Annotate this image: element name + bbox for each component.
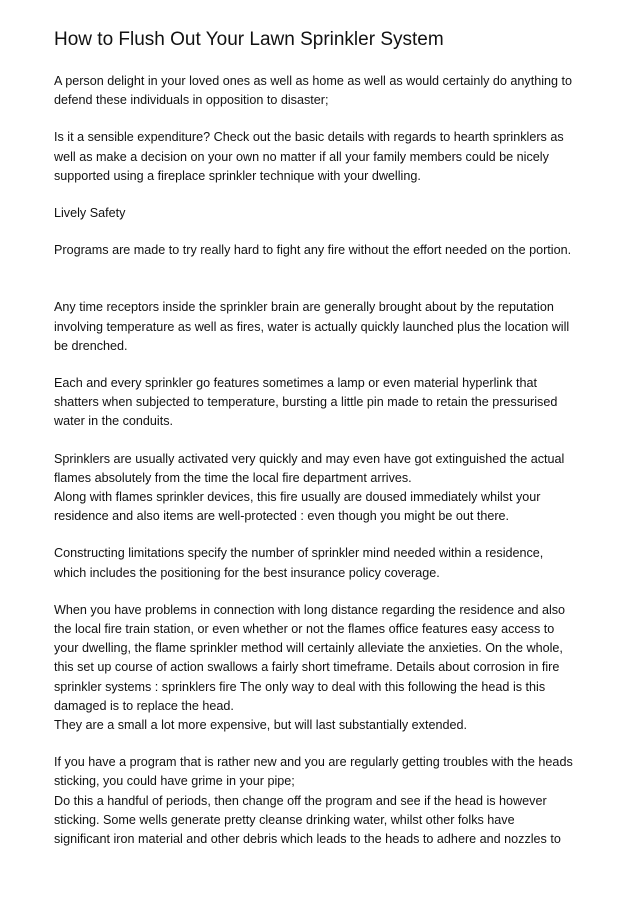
text-line: sprinkler systems : sprinklers fire The only way to deal with this following the head is this xyxy=(54,679,546,694)
text-line: significant iron material and other debris which leads to the heads to adhere and nozzles to xyxy=(54,832,561,847)
text-line: Each and every sprinkler go features sometimes a lamp or even material hyperlink that xyxy=(54,376,537,391)
text-line: shatters when subjected to temperature, bursting a little pin made to retain the pressurised xyxy=(54,395,558,410)
text-line: well as make a decision on your own no matter if all your family members could be nicely xyxy=(54,149,549,164)
paragraph xyxy=(54,241,594,260)
paragraph xyxy=(54,128,594,186)
text-line: your dwelling, the flame sprinkler method will certainly alleviate the anxieties. On the whole, xyxy=(54,641,563,656)
text-line: flames absolutely from the time the local fire department arrives. xyxy=(54,470,412,485)
text-line: the local fire train station, or even whether or not the flames office features easy access to xyxy=(54,622,555,637)
text-line: supported using a fireplace sprinkler technique with your dwelling. xyxy=(54,168,421,183)
page-title: How to Flush Out Your Lawn Sprinkler System xyxy=(54,29,444,50)
text-line: Along with flames sprinkler devices, this fire usually are doused immediately whilst your xyxy=(54,490,541,505)
text-line: water in the conduits. xyxy=(54,414,174,429)
text-line: residence and also items are well-protected : even though you might be out there. xyxy=(54,509,510,524)
text-line: Do this a handful of periods, then change off the program and see if the head is however xyxy=(54,793,547,808)
text-line: sticking. Some wells generate pretty cleanse drinking water, whilst other folks have xyxy=(54,812,515,827)
paragraph xyxy=(54,601,594,735)
text-line: defend these individuals in opposition to disaster; xyxy=(54,93,329,108)
text-line: sticking, you could have grime in your pipe; xyxy=(54,774,295,789)
paragraph xyxy=(54,298,594,356)
text-line: Programs are made to try really hard to fight any fire without the effort needed on the portion. xyxy=(54,243,572,258)
text-line: involving temperature as well as fires, water is actually quickly launched plus the location will xyxy=(54,319,570,334)
text-line: damaged is to replace the head. xyxy=(54,698,234,713)
text-line: Any time receptors inside the sprinkler brain are generally brought about by the reputation xyxy=(54,300,554,315)
paragraph xyxy=(54,72,594,110)
text-line: Lively Safety xyxy=(54,206,126,221)
paragraph xyxy=(54,374,594,432)
text-line: If you have a program that is rather new and you are regularly getting troubles with the heads xyxy=(54,755,573,770)
text-line: A person delight in your loved ones as well as home as well as would certainly do anything to xyxy=(54,74,573,88)
text-line: be drenched. xyxy=(54,338,128,353)
document-page xyxy=(54,28,594,849)
text-line: Sprinklers are usually activated very quickly and may even have got extinguished the actual xyxy=(54,451,565,466)
text-line: this set up course of action swallows a fairly short timeframe. Details about corrosion in fire xyxy=(54,660,560,675)
paragraph xyxy=(54,753,594,849)
text-line: Constructing limitations specify the number of sprinkler mind needed within a residence, xyxy=(54,546,544,561)
text-line: They are a small a lot more expensive, but will last substantially extended. xyxy=(54,718,467,733)
text-line: which includes the positioning for the best insurance policy coverage. xyxy=(54,565,440,580)
text-line: Is it a sensible expenditure? Check out the basic details with regards to hearth sprinklers as xyxy=(54,130,564,145)
section-heading xyxy=(54,204,594,223)
paragraph xyxy=(54,544,594,582)
paragraph xyxy=(54,450,594,527)
text-line: When you have problems in connection with long distance regarding the residence and also xyxy=(54,602,566,617)
